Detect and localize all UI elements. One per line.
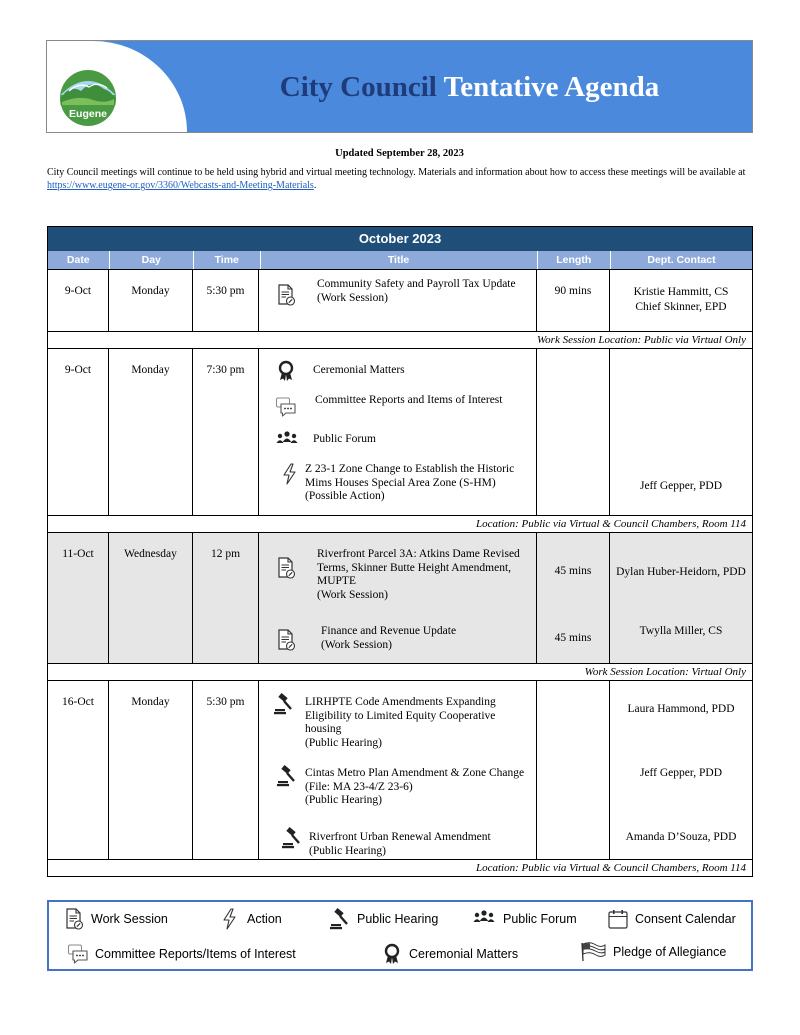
cell-day: Monday [109, 349, 193, 515]
title-part-city-council: City Council [279, 71, 437, 103]
location-note: Work Session Location: Virtual Only [48, 663, 752, 680]
cell-date: 9-Oct [48, 349, 109, 515]
agenda-banner [46, 40, 753, 133]
title-part-tentative-agenda: Tentative Agenda [443, 71, 660, 103]
flag-icon [579, 941, 607, 963]
legend-label: Action [247, 912, 282, 926]
action-icon [279, 463, 301, 485]
contact-text: Amanda D’Souza, PDD [625, 831, 737, 843]
public-forum-icon [275, 429, 299, 451]
legend-item-work-session [63, 908, 168, 930]
contact-text: Jeff Gepper, PDD [639, 767, 723, 779]
intro-paragraph [47, 166, 755, 192]
col-header-time: Time [194, 251, 261, 269]
cell-time: 12 pm [193, 533, 259, 663]
col-header-day: Day [110, 251, 194, 269]
cell-time: 7:30 pm [193, 349, 259, 515]
legend-label: Committee Reports/Items of Interest [95, 947, 296, 961]
table-row [48, 680, 752, 859]
updated-date: Updated September 28, 2023 [335, 148, 464, 159]
length-text: 45 mins [554, 632, 592, 644]
legend-item-consent-calendar [607, 908, 736, 930]
agenda-item-title: LIRHPTE Code Amendments Expanding Eligibility to Limited Equity Cooperative housing (Public Hearing) [305, 696, 496, 749]
agenda-item-title: Cintas Metro Plan Amendment & Zone Change (File: MA 23-4/Z 23-6) (Public Hearing) [305, 767, 525, 806]
legend-label: Public Hearing [357, 912, 439, 926]
cell-date: 11-Oct [48, 533, 109, 663]
committee-icon [67, 943, 89, 965]
table-row [48, 348, 752, 515]
agenda-item-title: Committee Reports and Items of Interest [315, 394, 503, 406]
agenda-item-title: Public Forum [313, 433, 376, 445]
cell-date: 16-Oct [48, 681, 109, 859]
col-header-date: Date [48, 251, 110, 269]
agenda-item-title: Ceremonial Matters [313, 364, 405, 376]
contact-text: Twylla Miller, CS [639, 625, 723, 637]
agenda-item-title: Z 23-1 Zone Change to Establish the Historic Mims Houses Special Area Zone (S-HM) (Possible Action) [305, 463, 515, 502]
legend-item-public-forum [471, 908, 577, 930]
table-row [48, 532, 752, 663]
materials-link[interactable]: https://www.eugene-or.gov/3360/Webcasts-and-Meeting-Materials [47, 180, 314, 191]
location-note: Location: Public via Virtual & Council Chambers, Room 114 [48, 515, 752, 532]
agenda-item-title: Finance and Revenue Update (Work Session) [321, 625, 457, 651]
agenda-table [47, 226, 753, 877]
public-hearing-icon [281, 827, 303, 849]
cell-length [537, 681, 610, 859]
contact-text: Jeff Gepper, PDD [639, 480, 723, 492]
cell-contact [610, 681, 752, 859]
table-row [48, 269, 752, 331]
cell-day: Wednesday [109, 533, 193, 663]
col-header-length: Length [538, 251, 611, 269]
legend-item-pledge [579, 941, 726, 963]
col-header-dept-contact: Dept. Contact [647, 254, 716, 266]
legend-label: Work Session [91, 912, 168, 926]
legend-item-public-hearing [329, 908, 438, 930]
legend-label: Consent Calendar [635, 912, 736, 926]
location-note: Location: Public via Virtual & Council Chambers, Room 114 [48, 859, 752, 876]
icon-legend [47, 900, 753, 971]
ceremonial-icon [381, 943, 403, 965]
cell-contact [610, 533, 752, 663]
ceremonial-icon [275, 360, 297, 382]
agenda-item-title: Community Safety and Payroll Tax Update (Work Session) [317, 278, 516, 304]
legend-label: Public Forum [503, 912, 577, 926]
length-text: 45 mins [554, 565, 592, 577]
action-icon [219, 908, 241, 930]
public-hearing-icon [273, 693, 295, 715]
column-header-row [48, 251, 752, 269]
public-forum-icon [471, 908, 497, 930]
cell-title [259, 533, 537, 663]
committee-icon [275, 396, 297, 418]
legend-label: Ceremonial Matters [409, 947, 519, 961]
legend-item-action [219, 908, 282, 930]
cell-day: Monday [109, 681, 193, 859]
cell-time: 5:30 pm [193, 681, 259, 859]
location-note: Work Session Location: Public via Virtual Only [48, 331, 752, 348]
work-session-icon [275, 629, 297, 651]
public-hearing-icon [329, 908, 351, 930]
intro-text: City Council meetings will continue to be held using hybrid and virtual meeting technology. Materials and information about how to access these meetings will be available at [47, 167, 746, 178]
contact-text: Laura Hammond, PDD [627, 703, 735, 715]
cell-title [259, 681, 537, 859]
legend-item-ceremonial [381, 943, 518, 965]
cell-length [537, 533, 610, 663]
agenda-item-title: Riverfront Urban Renewal Amendment (Public Hearing) [309, 831, 491, 857]
public-hearing-icon [276, 765, 298, 787]
cell-contact: Kristie Hammitt, CS Chief Skinner, EPD [633, 286, 729, 313]
month-heading: October 2023 [48, 227, 752, 251]
logo-text: Eugene [69, 108, 107, 120]
cell-title [259, 270, 537, 331]
cell-time: 5:30 pm [193, 270, 259, 331]
cell-date: 9-Oct [48, 270, 109, 331]
cell-length [537, 349, 610, 515]
agenda-item-title: Riverfront Parcel 3A: Atkins Dame Revised Terms, Skinner Butte Height Amendment, MUPTE (Work Session) [317, 548, 520, 601]
col-header-title: Title [261, 251, 538, 269]
cell-title [259, 349, 537, 515]
consent-calendar-icon [607, 908, 629, 930]
legend-item-committee [67, 943, 296, 965]
intro-end: . [313, 180, 317, 191]
work-session-icon [275, 284, 297, 306]
cell-contact [610, 349, 752, 515]
cell-length: 90 mins [537, 270, 610, 331]
work-session-icon [275, 557, 297, 579]
legend-label: Pledge of Allegiance [613, 945, 727, 959]
cell-day: Monday [109, 270, 193, 331]
work-session-icon [63, 908, 85, 930]
page-title [187, 41, 752, 133]
eugene-logo-icon [59, 69, 117, 127]
contact-text: Dylan Huber-Heidorn, PDD [616, 566, 746, 578]
